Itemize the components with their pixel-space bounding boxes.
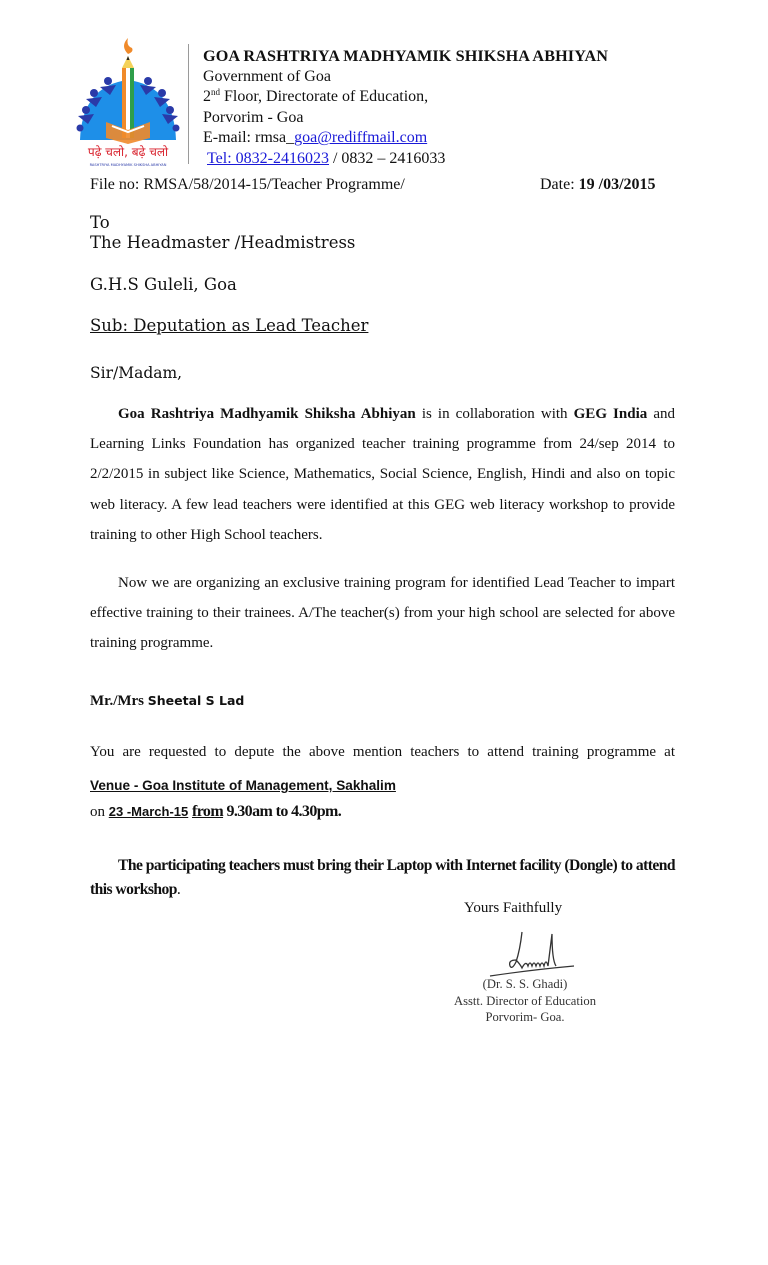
event-date: 23 -March-15	[108, 804, 189, 819]
letterhead-address	[203, 46, 608, 170]
file-number: File no: RMSA/58/2014-15/Teacher Programme/	[90, 176, 405, 193]
header-divider	[188, 44, 189, 164]
salutation: Sir/Madam,	[90, 364, 183, 382]
event-time: from 9.30am to 4.30pm.	[191, 803, 342, 820]
recipient-title: The Headmaster /Headmistress	[90, 233, 356, 252]
date-value: 19 /03/2015	[578, 176, 656, 193]
recipient-school: G.H.S Guleli, Goa	[90, 275, 237, 294]
signature	[470, 930, 590, 978]
organization-name: GOA RASHTRIYA MADHYAMIK SHIKSHA ABHIYAN	[203, 47, 609, 65]
city-line: Porvorim - Goa	[203, 108, 304, 126]
signatory-block	[452, 976, 598, 1026]
request-line: You are requested to depute the above mention teachers to attend training programme at	[90, 744, 675, 760]
floor-line: 2nd Floor, Directorate of Education,	[203, 87, 429, 106]
subject-line: Sub: Deputation as Lead Teacher	[90, 316, 369, 335]
teacher-name: Sheetal S Lad	[147, 693, 245, 708]
event-date-line: on 23 -March-15 from 9.30am to 4.30pm.	[90, 803, 342, 820]
tel-line: Tel: 0832-2416023 / 0832 – 2416033	[207, 149, 446, 167]
signatory-designation: Asstt. Director of Education	[454, 993, 596, 1008]
email-line: E-mail: rmsa_goa@rediffmail.com	[203, 129, 428, 147]
tel-link[interactable]: Tel: 0832-2416023	[207, 149, 329, 167]
teacher-name-line: Mr./Mrs Sheetal S Lad	[90, 693, 245, 709]
rmsa-logo-pencil-globe-icon	[72, 38, 184, 170]
rmsa-logo	[72, 38, 184, 170]
closing-phrase: Yours Faithfully	[464, 900, 563, 916]
letter-date: Date: 19 /03/2015	[540, 176, 656, 193]
laptop-notice: The participating teachers must bring their Laptop with Internet facility (Dongle) to attend this workshop.	[90, 857, 675, 898]
body-paragraph-2: Now we are organizing an exclusive training program for identified Lead Teacher to impart effective training to their trainees. A/The teacher(s) from your high school are selected for above training programme.	[90, 575, 675, 652]
venue-line: Venue - Goa Institute of Management, Sakhalim	[90, 778, 396, 793]
to-label: To	[90, 213, 110, 232]
body-paragraph-1: Goa Rashtriya Madhyamik Shiksha Abhiyan is in collaboration with GEG India and Learning Links Foundation has organized teacher training programme from 24/sep 2014 to 2/2/2015 in subject like Science, Mathematics, Social Science, English, Hindi and also on topic web literacy. A few lead teachers were identified at this GEG web literacy workshop to provide training to other High School teachers.	[90, 406, 676, 543]
recipient-block	[90, 213, 355, 253]
svg-text:पढ़े चलो, बढ़े चलो: पढ़े चलो, बढ़े चलो	[87, 145, 169, 159]
government-line: Government of Goa	[203, 67, 331, 85]
email-link[interactable]: goa@rediffmail.com	[294, 129, 428, 147]
signatory-name: (Dr. S. S. Ghadi)	[482, 977, 568, 991]
svg-text:RASHTRIYA MADHYAMIK SHIKSHA AB: RASHTRIYA MADHYAMIK SHIKSHA ABHIYAN	[89, 163, 167, 167]
signatory-location: Porvorim- Goa.	[485, 1010, 565, 1024]
handwritten-signature-icon	[470, 930, 590, 978]
